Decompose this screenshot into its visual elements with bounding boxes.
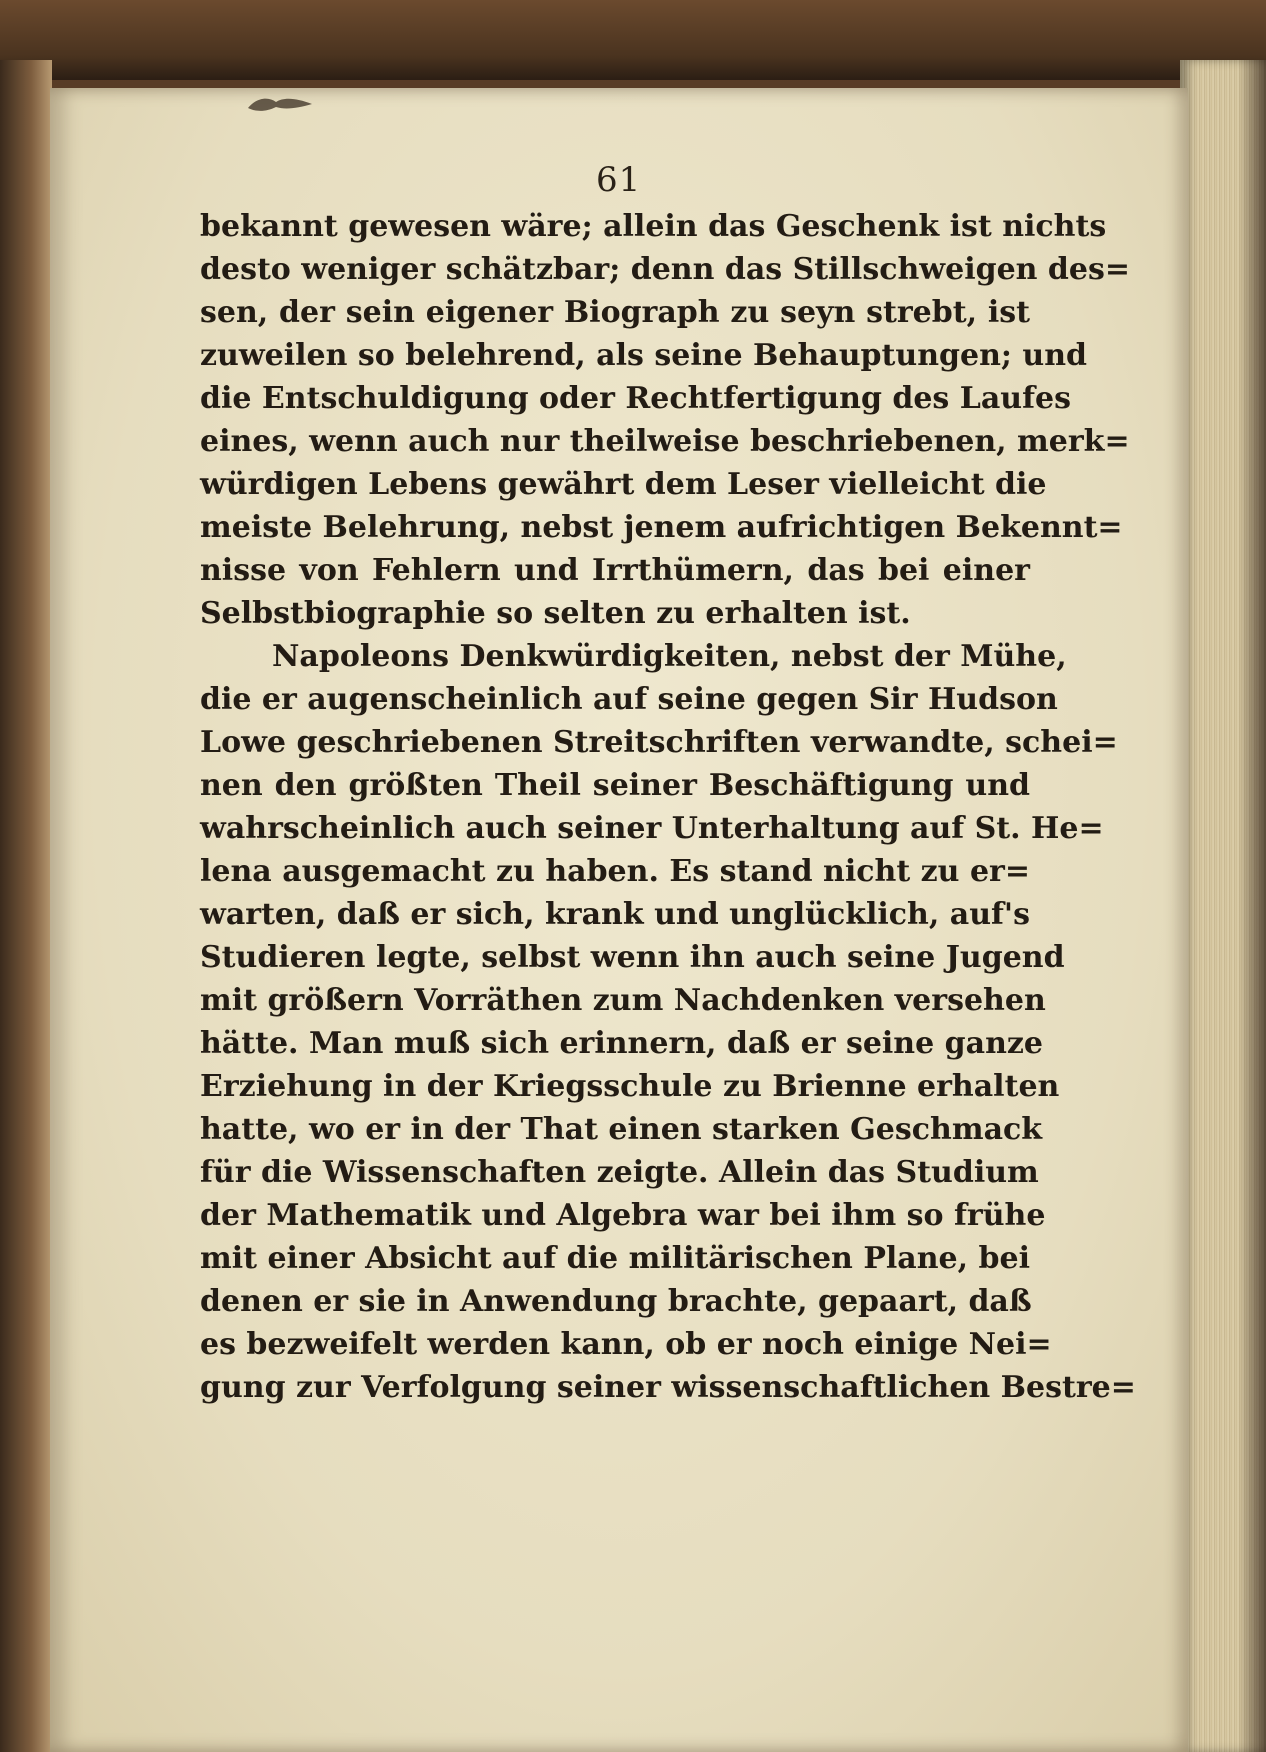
text-line: wahrscheinlich auch seiner Unterhaltung auf St. He= bbox=[200, 811, 1104, 846]
text-line: mit einer Absicht auf die militärischen Plane, bei bbox=[200, 1241, 1030, 1276]
text-line: warten, daß er sich, krank und unglücklich, auf's bbox=[200, 897, 1030, 932]
text-line: lena ausgemacht zu haben. Es stand nicht zu er= bbox=[200, 854, 1030, 889]
book-binding-left bbox=[0, 60, 52, 1752]
text-line: meiste Belehrung, nebst jenem aufrichtigen Bekennt= bbox=[200, 510, 1123, 545]
text-line: es bezweifelt werden kann, ob er noch einige Nei= bbox=[200, 1327, 1052, 1362]
text-line: hatte, wo er in der That einen starken Geschmack bbox=[200, 1112, 1043, 1147]
text-line: denen er sie in Anwendung brachte, gepaart, daß bbox=[200, 1284, 1032, 1319]
text-line: Selbstbiographie so selten zu erhalten ist. bbox=[200, 596, 911, 631]
text-line: nen den größten Theil seiner Beschäftigung und bbox=[200, 768, 1030, 803]
page-edges-shadow bbox=[1238, 60, 1266, 1752]
text-line: die er augenscheinlich auf seine gegen Sir Hudson bbox=[200, 682, 1058, 717]
book-cover-top bbox=[0, 0, 1266, 80]
text-line: bekannt gewesen wäre; allein das Geschenk ist nichts bbox=[200, 209, 1107, 244]
text-line: desto weniger schätzbar; denn das Stillschweigen des= bbox=[200, 252, 1131, 287]
text-line: mit größern Vorräthen zum Nachdenken versehen bbox=[200, 983, 1046, 1018]
text-line: für die Wissenschaften zeigte. Allein das Studium bbox=[200, 1155, 1039, 1190]
text-line: hätte. Man muß sich erinnern, daß er seine ganze bbox=[200, 1026, 1044, 1061]
text-line: Lowe geschriebenen Streitschriften verwandte, schei= bbox=[200, 725, 1118, 760]
ink-smudge-icon bbox=[246, 94, 316, 114]
body-text bbox=[200, 205, 1136, 1409]
text-line: Napoleons Denkwürdigkeiten, nebst der Mühe, bbox=[272, 639, 1067, 674]
text-line: nisse von Fehlern und Irrthümern, das bei einer bbox=[200, 553, 1030, 588]
page-number: 61 bbox=[596, 160, 642, 200]
text-line: eines, wenn auch nur theilweise beschriebenen, merk= bbox=[200, 424, 1130, 459]
text-line: würdigen Lebens gewährt dem Leser vielleicht die bbox=[200, 467, 1047, 502]
text-line: gung zur Verfolgung seiner wissenschaftlichen Bestre= bbox=[200, 1370, 1136, 1405]
text-line: zuweilen so belehrend, als seine Behauptungen; und bbox=[200, 338, 1088, 373]
text-line: der Mathematik und Algebra war bei ihm so frühe bbox=[200, 1198, 1046, 1233]
text-line: Erziehung in der Kriegsschule zu Brienne erhalten bbox=[200, 1069, 1060, 1104]
text-line: sen, der sein eigener Biograph zu seyn strebt, ist bbox=[200, 295, 1030, 330]
text-line: die Entschuldigung oder Rechtfertigung des Laufes bbox=[200, 381, 1071, 416]
text-line: Studieren legte, selbst wenn ihn auch seine Jugend bbox=[200, 940, 1065, 975]
